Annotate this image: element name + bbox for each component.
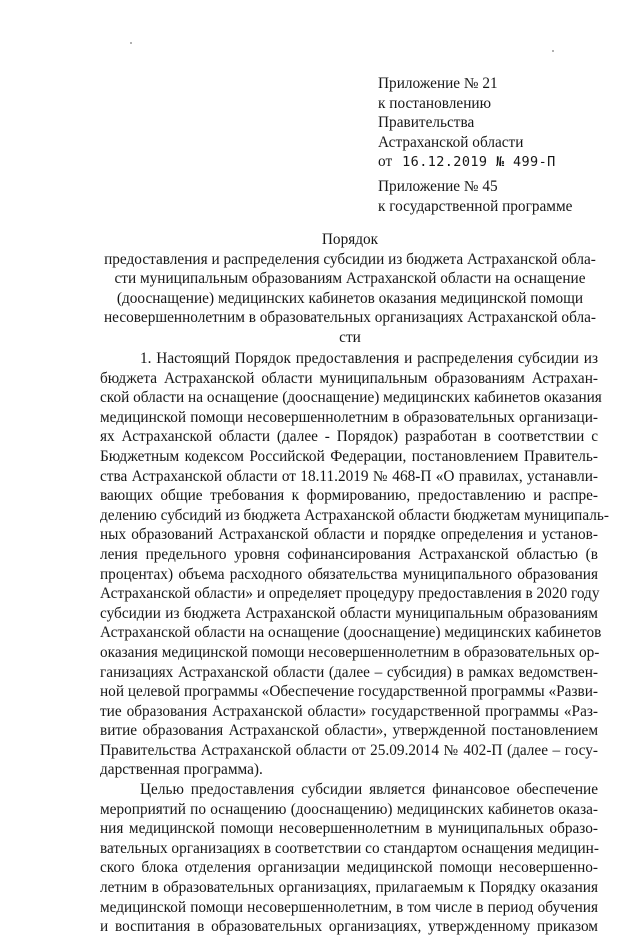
paragraph-2-line: и воспитания в образовательных организациях, утвержденному приказом xyxy=(100,918,598,936)
paragraph-1-line: 1. Настоящий Порядок предоставления и распределения субсидии из xyxy=(140,350,598,367)
paragraph-2-line: ния медицинской помощи несовершеннолетним в муниципальных образо- xyxy=(100,820,598,838)
paragraph-2-line: Целью предоставления субсидии является финансовое обеспечение xyxy=(140,781,598,799)
title-line: (дооснащение) медицинских кабинетов оказания медицинской помощи xyxy=(116,289,584,307)
annex-current xyxy=(378,74,556,173)
paragraph-1-line: оказания медицинской помощи несовершеннолетним в образовательных ор- xyxy=(100,643,600,661)
annex-original xyxy=(378,177,572,216)
paragraph-1-line: бюджета Астраханской области муниципальным образованиям Астрахан- xyxy=(100,369,598,387)
document-title xyxy=(100,230,600,348)
paragraph-2-line: вательных организациях в соответствии со стандартом оснащения медицин- xyxy=(100,839,599,857)
paragraph-1-line: Астраханской области» и определяет процедуру предоставления в 2020 году xyxy=(100,585,600,603)
annex-date-stamp: 16.12.2019 № 499-П xyxy=(402,154,556,171)
paragraph-1-line: ской области на оснащение (дооснащение) медицинских кабинетов оказания xyxy=(100,389,602,407)
paragraph-2-line: мероприятий по оснащению (дооснащению) медицинских кабинетов оказа- xyxy=(100,800,598,818)
paragraph-1-line: ных образований Астраханской области и порядке определения и установ- xyxy=(100,526,598,544)
paragraph-1-line: ления предельного уровня софинансирования Астраханской областью (в xyxy=(100,545,598,563)
paragraph-1-line: ях Астраханской области (далее - Порядок) разработан в соответствии с xyxy=(100,428,598,446)
paragraph-1-line: ной целевой программы «Обеспечение государственной программы «Разви- xyxy=(100,683,598,701)
annex-date-line xyxy=(378,152,556,173)
paragraph-1-line: делению субсидий из бюджета Астраханской области бюджетам муниципаль- xyxy=(100,506,609,524)
paragraph-1-line: Астраханской области на оснащение (дооснащение) медицинских кабинетов xyxy=(100,624,602,642)
paragraph-1-line: ства Астраханской области от 18.11.2019 № 468-П «О правилах, устанавли- xyxy=(100,467,598,485)
annex-original-line: к государственной программе xyxy=(378,197,573,215)
document-body xyxy=(100,349,609,937)
paragraph-1-line: Бюджетным кодексом Российской Федерации, постановлением Правитель- xyxy=(100,447,598,465)
annex-current-line: Приложение № 21 xyxy=(378,75,498,92)
paragraph-1-line: Правительства Астраханской области от 25.09.2014 № 402-П (далее – госу- xyxy=(100,741,598,759)
annex-current-line: Астраханской области xyxy=(378,133,524,151)
paragraph-1-line: витие образования Астраханской области», утвержденной постановлением xyxy=(100,722,598,740)
paragraph-1-line: субсидии из бюджета Астраханской области муниципальным образованиям xyxy=(100,604,598,622)
title-line: сти муниципальным образованиям Астраханской области на оснащение xyxy=(114,270,586,288)
paragraph-2-line: ского блока отделения организации медицинской помощи несовершенно- xyxy=(100,859,598,877)
scan-speck xyxy=(130,42,132,44)
paragraph-1-line: вающих общие требования к формированию, предоставлению и распре- xyxy=(100,487,598,505)
paragraph-2-line: летним в образовательных организациях, прилагаемым к Порядку оказания xyxy=(100,879,598,897)
paragraph-1-line: процентах) объема расходного обязательства муниципального образования xyxy=(100,565,598,583)
annex-date-prefix: от xyxy=(378,153,393,171)
paragraph-1-line: медицинской помощи несовершеннолетним в образовательных организаци- xyxy=(100,408,598,426)
title-line: предоставления и распределения субсидии из бюджета Астраханской обла- xyxy=(104,250,596,268)
title-line: несовершеннолетним в образовательных организациях Астраханской обла- xyxy=(104,309,596,327)
paragraph-1-line: дарственная программа). xyxy=(100,761,263,779)
title-heading: Порядок xyxy=(321,231,379,248)
paragraph-1-line: тие образования Астраханской области» государственной программы «Раз- xyxy=(100,702,598,720)
annex-current-line: Правительства xyxy=(378,114,475,132)
paragraph-1-line: ганизациях Астраханской области (далее – субсидия) в рамках ведомствен- xyxy=(100,663,598,681)
paragraph-2-line: медицинской помощи несовершеннолетним, в том числе в период обучения xyxy=(100,898,598,916)
scan-speck xyxy=(552,50,554,52)
annex-original-line: Приложение № 45 xyxy=(378,178,498,195)
annex-current-line: к постановлению xyxy=(378,94,492,112)
title-line: сти xyxy=(339,328,361,346)
